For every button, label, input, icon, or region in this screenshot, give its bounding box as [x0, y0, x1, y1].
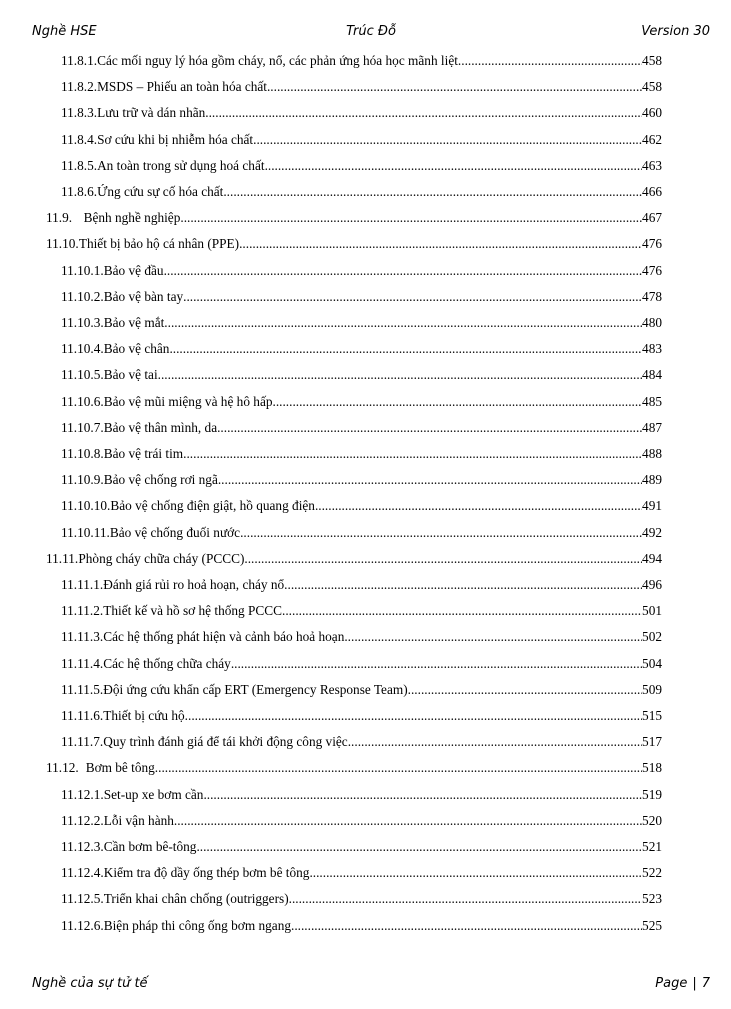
toc-entry-page: 485 — [642, 393, 662, 409]
toc-entry-title: Bảo vệ chống điện giật, hồ quang điện — [110, 498, 315, 514]
toc-entry-page: 466 — [642, 184, 662, 199]
footer-tagline: Nghề của sự tử tế — [32, 976, 148, 991]
toc-entry-number: 11.10.7. — [61, 419, 104, 435]
toc-entry[interactable] — [46, 760, 662, 780]
toc-leader-dots — [267, 79, 642, 94]
toc-entry-title: Biện pháp thi công ống bơm ngang — [103, 917, 291, 933]
toc-leader-dots — [164, 263, 642, 278]
toc-entry-number: 11.12.4. — [61, 865, 104, 881]
footer-page-label: Page — [655, 976, 688, 991]
toc-entry[interactable] — [61, 577, 662, 597]
toc-entry-page: 522 — [642, 865, 662, 881]
toc-entry-page: 509 — [642, 681, 662, 697]
toc-entry-title: Phòng cháy chữa cháy (PCCC) — [78, 550, 245, 566]
toc-entry[interactable] — [61, 813, 662, 833]
toc-entry-number: 11.10.3. — [61, 315, 104, 330]
toc-entry-page: 520 — [642, 812, 662, 828]
toc-entry-title: Cần bơm bê-tông — [103, 839, 197, 854]
toc-entry-page: 518 — [642, 760, 662, 776]
toc-entry[interactable] — [61, 708, 662, 728]
toc-leader-dots — [315, 498, 642, 513]
toc-leader-dots — [244, 551, 642, 566]
toc-entry-title: Bảo vệ chống đuối nước — [109, 524, 241, 540]
toc-entry[interactable] — [61, 839, 662, 859]
toc-entry-number: 11.11.5. — [61, 681, 104, 697]
toc-entry-page: 515 — [642, 708, 662, 723]
toc-entry-title: Bệnh nghề nghiệp — [83, 210, 181, 226]
toc-entry-number: 11.10.5. — [61, 367, 104, 383]
toc-leader-dots — [183, 289, 642, 304]
toc-entry-number: 11.12.6. — [61, 917, 104, 933]
toc-entry-page: 483 — [642, 341, 662, 357]
toc-entry-title: Kiểm tra độ dầy ống thép bơm bê tông — [103, 865, 310, 881]
toc-leader-dots — [239, 236, 642, 251]
toc-entry-page: 502 — [642, 629, 662, 645]
toc-entry-number: 11.10.8. — [61, 446, 104, 461]
footer-page-number: 7 — [701, 976, 710, 991]
toc-leader-dots — [265, 158, 642, 173]
toc-entry-title: Bảo vệ mũi miệng và hệ hô hấp — [103, 393, 273, 409]
toc-entry[interactable] — [61, 682, 662, 702]
header-author: Trúc Đỗ — [346, 24, 396, 39]
toc-entry-number: 11.12. — [46, 760, 79, 776]
toc-entry[interactable] — [61, 734, 662, 754]
toc-entry-number: 11.10.6. — [61, 393, 104, 409]
toc-leader-dots — [458, 53, 642, 68]
toc-entry-number: 11.10.1. — [61, 262, 104, 278]
toc-entry-page: 488 — [642, 446, 662, 461]
toc-entry-number: 11.10.9. — [61, 472, 104, 488]
toc-leader-dots — [348, 734, 642, 749]
toc-entry[interactable] — [46, 551, 662, 571]
toc-entry-number: 11.11. — [46, 550, 79, 566]
toc-entry-page: 496 — [642, 577, 662, 592]
toc-entry-title: Thiết kế và hồ sơ hệ thống PCCC — [103, 603, 283, 619]
toc-entry[interactable] — [61, 132, 662, 152]
toc-entry-title: Thiết bị cứu hộ — [103, 708, 185, 723]
toc-entry[interactable] — [61, 498, 662, 518]
toc-entry-page: 460 — [642, 105, 662, 121]
toc-entry-page: 458 — [642, 53, 662, 68]
toc-entry[interactable] — [61, 891, 662, 911]
toc-entry-page: 517 — [642, 734, 662, 750]
toc-entry-number: 11.10.4. — [61, 341, 104, 357]
toc-entry-number: 11.12.1. — [61, 786, 104, 802]
toc-entry-page: 458 — [642, 79, 662, 95]
toc-leader-dots — [180, 210, 642, 225]
toc-entry-number: 11.8.5. — [61, 157, 98, 173]
toc-leader-dots — [273, 394, 643, 409]
toc-entry-number: 11.8.2. — [61, 79, 98, 95]
toc-entry-page: 476 — [642, 236, 662, 252]
toc-entry[interactable] — [61, 184, 662, 204]
toc-entry[interactable] — [61, 787, 662, 807]
toc-leader-dots — [282, 603, 642, 618]
toc-entry[interactable] — [61, 158, 662, 178]
toc-entry[interactable] — [61, 289, 662, 309]
toc-leader-dots — [169, 341, 642, 356]
toc-entry-page: 487 — [642, 419, 662, 435]
toc-entry-page: 492 — [642, 524, 662, 540]
toc-entry-number: 11.8.6. — [61, 184, 98, 199]
toc-entry[interactable] — [61, 525, 662, 545]
toc-entry-number: 11.10. — [46, 236, 79, 252]
toc-entry[interactable] — [61, 865, 662, 885]
toc-entry-page: 491 — [642, 498, 662, 514]
toc-leader-dots — [218, 472, 642, 487]
toc-entry-number: 11.8.3. — [61, 105, 98, 121]
toc-entry-number: 11.12.3. — [61, 839, 104, 854]
toc-leader-dots — [289, 891, 642, 906]
toc-entry-page: 480 — [642, 315, 662, 330]
toc-entry-page: 501 — [642, 603, 662, 619]
toc-entry[interactable] — [61, 79, 662, 99]
toc-entry[interactable] — [61, 629, 662, 649]
toc-entry[interactable] — [46, 210, 662, 230]
toc-entry-title: Bảo vệ chống rơi ngã — [103, 472, 218, 488]
toc-entry-title: Bảo vệ đầu — [103, 262, 164, 278]
toc-leader-dots — [164, 315, 642, 330]
toc-entry-number: 11.8.1. — [61, 53, 98, 68]
toc-entry-title: Bảo vệ trái tim — [103, 446, 184, 461]
toc-entry-page: 478 — [642, 288, 662, 304]
toc-entry-number: 11.9. — [46, 210, 73, 226]
toc-entry-title: Thiết bị bảo hộ cá nhân (PPE) — [78, 236, 240, 252]
header-left-text: Nghề HSE — [32, 24, 97, 39]
toc-entry-number: 11.11.6. — [61, 708, 104, 723]
toc-leader-dots — [174, 813, 642, 828]
toc-entry-page: 519 — [642, 786, 662, 802]
toc-leader-dots — [205, 105, 642, 120]
toc-entry[interactable] — [61, 656, 662, 676]
toc-leader-dots — [240, 525, 642, 540]
toc-entry-title: Các hệ thống phát hiện và cảnh báo hoả hoạn — [103, 629, 345, 645]
toc-leader-dots — [183, 446, 642, 461]
toc-entry-number: 11.12.2. — [61, 812, 104, 828]
toc-entry-title: Bảo vệ chân — [103, 341, 170, 357]
toc-entry-page: 494 — [642, 550, 662, 566]
toc-entry-page: 504 — [642, 655, 662, 671]
toc-leader-dots — [309, 865, 642, 880]
toc-entry-page: 467 — [642, 210, 662, 226]
toc-entry-page: 476 — [642, 262, 662, 278]
toc-entry-title: Ứng cứu sự cố hóa chất — [97, 184, 224, 199]
toc-entry-number: 11.11.4. — [61, 655, 104, 671]
toc-entry-number: 11.10.10. — [61, 498, 111, 514]
page-footer — [32, 976, 710, 996]
page-header — [32, 24, 710, 44]
footer-page-info — [655, 976, 710, 991]
toc-leader-dots — [185, 708, 642, 723]
toc-entry[interactable] — [61, 263, 662, 283]
toc-entry[interactable] — [61, 53, 662, 73]
toc-entry-page: 523 — [642, 891, 662, 907]
toc-entry-title: MSDS – Phiếu an toàn hóa chất — [97, 79, 267, 95]
toc-entry-title: Các mối nguy lý hóa gồm cháy, nổ, các phản ứng hóa học mãnh liệt — [97, 53, 458, 68]
toc-entry-number: 11.12.5. — [61, 891, 104, 907]
toc-entry-title: Các hệ thống chữa cháy — [103, 655, 231, 671]
footer-separator: | — [692, 976, 697, 991]
toc-entry-number: 11.8.4. — [61, 131, 98, 147]
toc-leader-dots — [253, 132, 642, 147]
toc-entry[interactable] — [46, 236, 662, 256]
toc-entry-title: Bơm bê tông — [85, 760, 155, 776]
toc-entry-title: Bảo vệ tai — [103, 367, 158, 383]
toc-entry-page: 484 — [642, 367, 662, 383]
toc-leader-dots — [158, 367, 642, 382]
toc-entry-page: 489 — [642, 472, 662, 488]
toc-entry[interactable] — [61, 472, 662, 492]
toc-entry[interactable] — [61, 446, 662, 466]
toc-entry-number: 11.11.2. — [61, 603, 104, 619]
toc-entry-title: Triển khai chân chống (outriggers) — [103, 891, 289, 907]
toc-entry-title: Bảo vệ thân mình, da — [103, 419, 218, 435]
toc-leader-dots — [196, 839, 642, 854]
toc-entry-title: Sơ cứu khi bị nhiễm hóa chất — [97, 131, 254, 147]
toc-entry-number: 11.10.11. — [61, 524, 110, 540]
toc-entry-number: 11.11.1. — [61, 577, 104, 592]
header-version: Version 30 — [641, 24, 710, 39]
toc-entry-title: Lỗi vận hành — [103, 812, 174, 828]
toc-leader-dots — [284, 577, 642, 592]
toc-entry-number: 11.11.7. — [61, 734, 104, 750]
toc-entry[interactable] — [61, 105, 662, 125]
toc-entry-title: Quy trình đánh giá để tái khởi động công việc — [103, 734, 348, 750]
toc-leader-dots — [217, 420, 642, 435]
toc-entry-page: 462 — [642, 131, 662, 147]
toc-entry-page: 463 — [642, 157, 662, 173]
toc-entry-page: 521 — [642, 839, 662, 854]
toc-entry[interactable] — [61, 394, 662, 414]
toc-leader-dots — [408, 682, 642, 697]
toc-entry-number: 11.10.2. — [61, 288, 104, 304]
toc-entry-title: Đội ứng cứu khẩn cấp ERT (Emergency Response Team) — [103, 681, 408, 697]
toc-leader-dots — [203, 787, 642, 802]
toc-entry[interactable] — [61, 315, 662, 335]
toc-entry-title: Đánh giá rủi ro hoả hoạn, cháy nổ — [103, 577, 285, 592]
toc-entry-page: 525 — [642, 917, 662, 933]
toc-entry-title: An toàn trong sử dụng hoá chất — [97, 157, 265, 173]
toc-leader-dots — [291, 918, 642, 933]
toc-entry[interactable] — [61, 341, 662, 361]
toc-leader-dots — [155, 760, 642, 775]
toc-entry-number: 11.11.3. — [61, 629, 104, 645]
toc-leader-dots — [231, 656, 642, 671]
toc-leader-dots — [223, 184, 642, 199]
toc-entry[interactable] — [61, 367, 662, 387]
toc-leader-dots — [344, 629, 642, 644]
toc-entry[interactable] — [61, 918, 662, 938]
toc-entry-title: Lưu trữ và dán nhãn — [97, 105, 206, 121]
toc-entry[interactable] — [61, 603, 662, 623]
toc-entry-title: Set-up xe bơm cần — [103, 786, 204, 802]
toc-entry-title: Bảo vệ mắt — [103, 315, 165, 330]
toc-entry[interactable] — [61, 420, 662, 440]
toc-entry-title: Bảo vệ bàn tay — [103, 288, 184, 304]
